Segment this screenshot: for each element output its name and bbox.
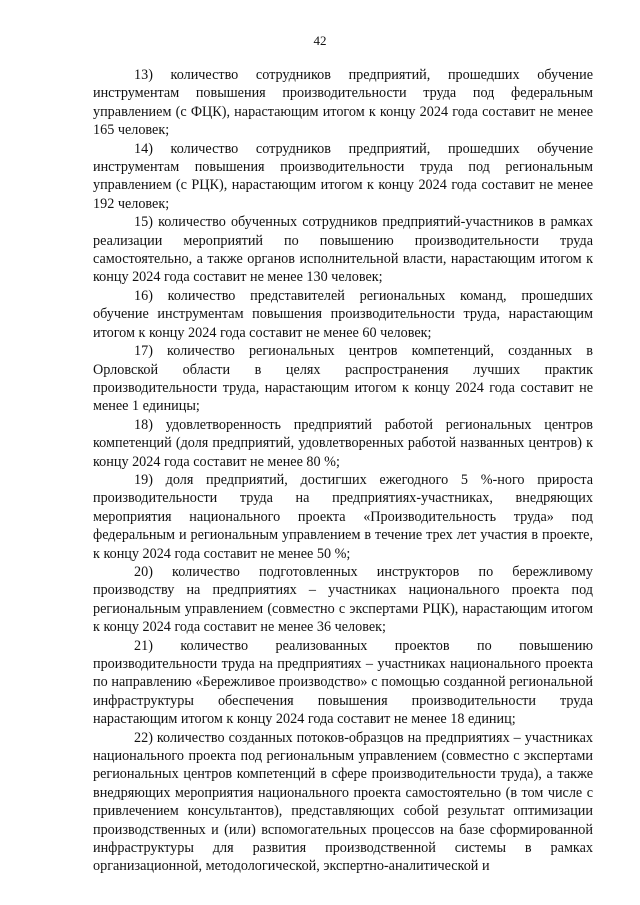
paragraph-item-22: 22) количество созданных потоков-образцов на предприятиях – участниках национального проекта под региональным управлением (совместно с экспертами региональных центров компетенций в сфере производительности труда), а также внедряющих мероприятия национального проекта самостоятельно (в том числе с привлечением консультантов), представляющих собой результат оптимизации производственных и (или) вспомогательных процессов на базе сформированной инфраструктуры для развития производственной системы в рамках организационной, методологической, экспертно-аналитической и	[93, 729, 593, 875]
paragraph-item-13: 13) количество сотрудников предприятий, прошедших обучение инструментам повышения производительности труда под федеральным управлением (с ФЦК), нарастающим итогом к концу 2024 года составит не менее 165 человек;	[93, 67, 593, 139]
page-number: 42	[313, 33, 327, 48]
paragraph-item-17: 17) количество региональных центров компетенций, созданных в Орловской области в целях распространения лучших практик производительности труда, нарастающим итогом к концу 2024 года составит не менее 1 единицы;	[93, 343, 593, 415]
paragraph-item-16: 16) количество представителей региональных команд, прошедших обучение инструментам повышения производительности труда, нарастающим итогом к концу 2024 года составит не менее 60 человек;	[93, 287, 593, 341]
paragraph-item-21: 21) количество реализованных проектов по повышению производительности труда на предприятиях – участниках национального проекта по направлению «Бережливое производство» с помощью созданной региональной инфраструктуры обеспечения повышения производительности труда нарастающим итогом к концу 2024 года составит не менее 18 единиц;	[93, 637, 593, 728]
paragraph-item-18: 18) удовлетворенность предприятий работой региональных центров компетенций (доля предприятий, удовлетворенных работой названных центров) к концу 2024 года составит не менее 80 %;	[93, 416, 593, 470]
paragraph-item-20: 20) количество подготовленных инструкторов по бережливому производству на предприятиях – участниках национального проекта под региональным управлением (совместно с экспертами РЦК), нарастающим итогом к концу 2024 года составит не менее 36 человек;	[93, 563, 593, 636]
paragraph-item-14: 14) количество сотрудников предприятий, прошедших обучение инструментам повышения производительности труда под региональным управлением (с РЦК), нарастающим итогом к концу 2024 года составит не менее 192 человек;	[93, 140, 593, 212]
document-body	[93, 66, 593, 876]
paragraph-item-19: 19) доля предприятий, достигших ежегодного 5 %-ного прироста производительности труда на предприятиях-участниках, внедряющих мероприятия национального проекта «Производительность труда» под федеральным и региональным управлением в течение трех лет участия в проекте, к концу 2024 года составит не менее 50 %;	[93, 471, 593, 562]
paragraph-item-15: 15) количество обученных сотрудников предприятий-участников в рамках реализации мероприятий по повышению производительности труда самостоятельно, а также органов исполнительной власти, нарастающим итогом к концу 2024 года составит не менее 130 человек;	[93, 214, 593, 286]
